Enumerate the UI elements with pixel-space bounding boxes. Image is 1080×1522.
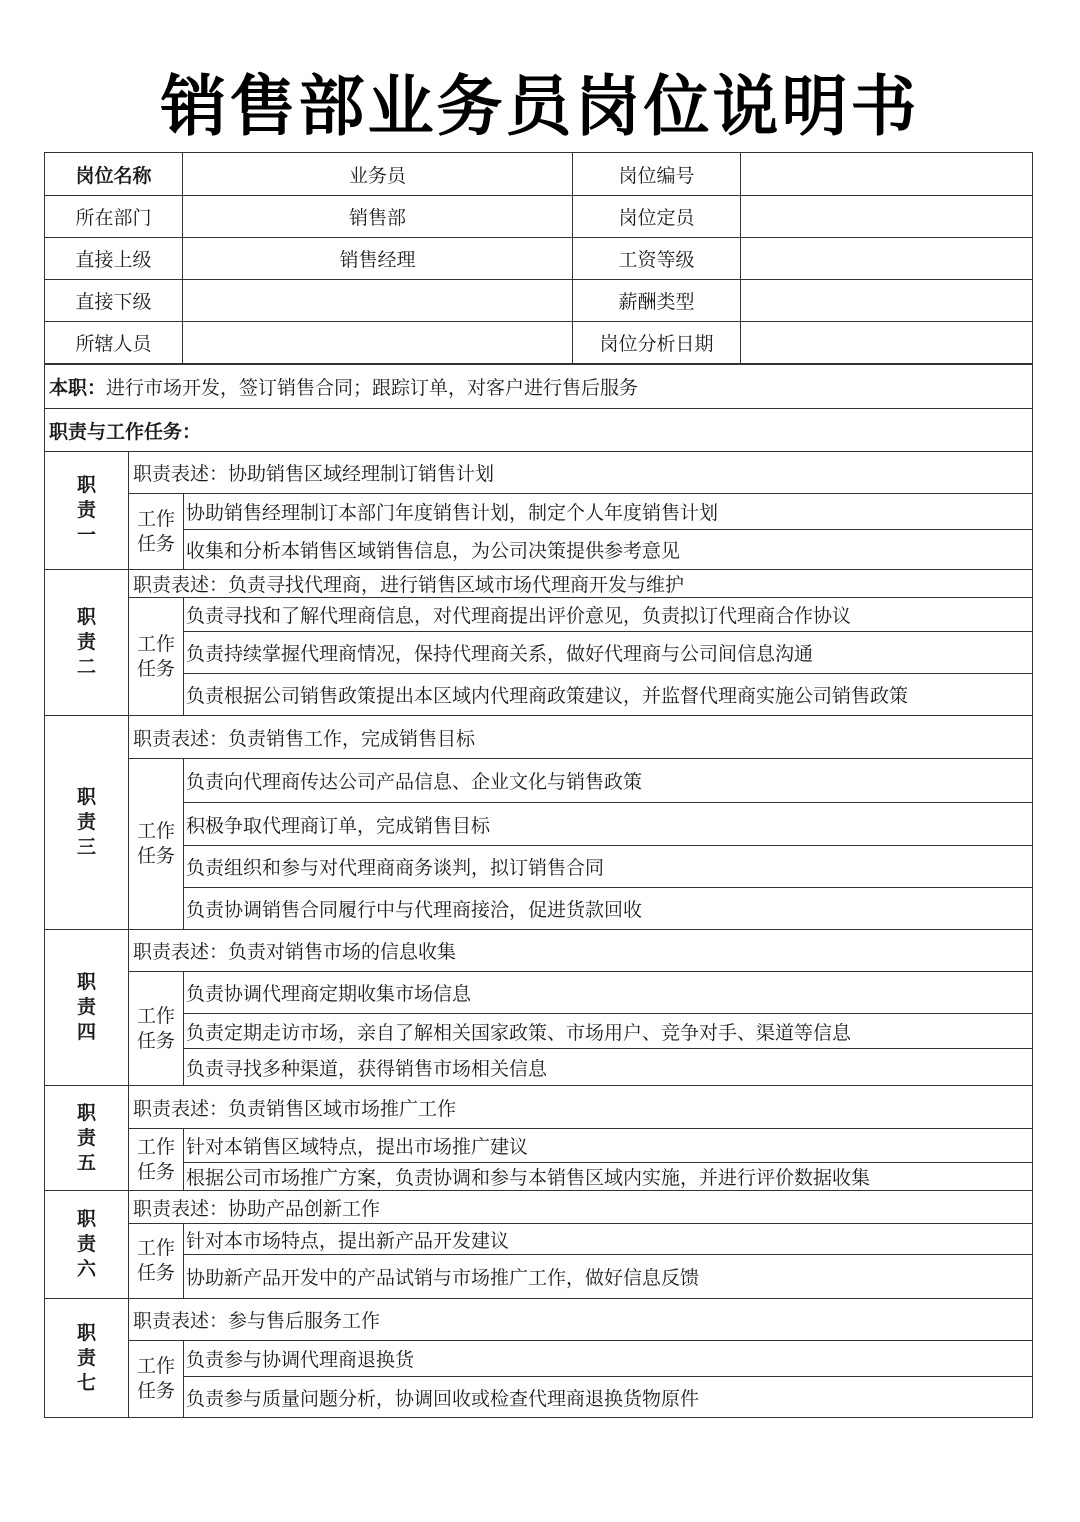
info-value: 销售部	[183, 196, 573, 238]
task-item: 负责参与协调代理商退换货	[184, 1341, 1033, 1377]
info-value	[741, 153, 1033, 196]
task-row	[45, 632, 1033, 674]
task-item: 负责寻找多种渠道，获得销售市场相关信息	[184, 1049, 1033, 1086]
duty-desc	[129, 452, 1033, 494]
duty-desc-row	[45, 716, 1033, 759]
info-value	[741, 238, 1033, 280]
info-value: 业务员	[183, 153, 573, 196]
duty-desc	[129, 930, 1033, 972]
task-row	[45, 1341, 1033, 1377]
info-label: 岗位定员	[573, 196, 741, 238]
info-value	[183, 322, 573, 364]
page-title: 销售部业务员岗位说明书	[160, 68, 920, 145]
info-row	[45, 153, 1033, 196]
task-item: 负责向代理商传达公司产品信息、企业文化与销售政策	[184, 759, 1033, 803]
task-item: 负责根据公司销售政策提出本区域内代理商政策建议，并监督代理商实施公司销售政策	[184, 674, 1033, 716]
duty-desc-prefix: 职责表述：	[133, 727, 229, 750]
info-label: 岗位名称	[45, 153, 183, 196]
duty-desc-row	[45, 570, 1033, 598]
info-value	[741, 196, 1033, 238]
task-row	[45, 1377, 1033, 1418]
info-label: 薪酬类型	[573, 280, 741, 322]
work-task-label-text: 工作任务	[136, 1237, 175, 1284]
work-task-label	[129, 1224, 184, 1299]
duty-desc-prefix: 职责表述：	[133, 941, 229, 963]
task-row	[45, 1014, 1033, 1049]
work-task-label	[129, 759, 184, 930]
task-item: 负责参与质量问题分析，协调回收或检查代理商退换货物原件	[184, 1377, 1033, 1418]
info-label: 所在部门	[45, 196, 183, 238]
task-row	[45, 803, 1033, 846]
duty-desc-text: 协助销售区域经理制订销售计划	[228, 463, 495, 485]
task-row	[45, 972, 1033, 1014]
duty-desc	[129, 1086, 1033, 1129]
duty-name	[45, 452, 129, 570]
info-label: 岗位分析日期	[573, 322, 741, 364]
info-row	[45, 196, 1033, 238]
task-item: 协助新产品开发中的产品试销与市场推广工作，做好信息反馈	[184, 1255, 1033, 1299]
duty-desc-prefix: 职责表述：	[133, 574, 229, 596]
core-duty-label: 本职：	[49, 377, 107, 399]
core-duty-row	[45, 365, 1033, 409]
task-row	[45, 598, 1033, 632]
task-item: 负责协调代理商定期收集市场信息	[184, 972, 1033, 1014]
task-row	[45, 530, 1033, 570]
info-label: 工资等级	[573, 238, 741, 280]
task-item: 负责定期走访市场，亲自了解相关国家政策、市场用户、竞争对手、渠道等信息	[184, 1014, 1033, 1049]
info-label: 直接上级	[45, 238, 183, 280]
task-item: 收集和分析本销售区域销售信息，为公司决策提供参考意见	[184, 530, 1033, 570]
duty-desc-prefix: 职责表述：	[133, 463, 229, 485]
duty-name	[45, 1299, 129, 1418]
duty-desc-text: 负责销售区域市场推广工作	[228, 1097, 457, 1120]
duty-name-text: 职责五	[76, 1101, 96, 1174]
duty-desc-text: 负责对销售市场的信息收集	[228, 941, 457, 963]
work-task-label-text: 工作任务	[136, 1135, 175, 1183]
task-item: 负责协调销售合同履行中与代理商接洽，促进货款回收	[184, 888, 1033, 930]
task-item: 针对本销售区域特点，提出市场推广建议	[184, 1129, 1033, 1163]
core-duty-text: 进行市场开发，签订销售合同；跟踪订单，对客户进行售后服务	[106, 377, 639, 399]
duty-name	[45, 930, 129, 1086]
duty-desc-text: 负责寻找代理商，进行销售区域市场代理商开发与维护	[228, 574, 685, 596]
work-task-label-text: 工作任务	[136, 632, 175, 680]
info-row	[45, 322, 1033, 364]
task-item: 协助销售经理制订本部门年度销售计划，制定个人年度销售计划	[184, 494, 1033, 530]
work-task-label	[129, 494, 184, 570]
duty-desc-prefix: 职责表述：	[133, 1097, 229, 1120]
task-row	[45, 846, 1033, 888]
duty-name	[45, 1086, 129, 1191]
duty-desc-prefix: 职责表述：	[133, 1197, 229, 1220]
work-task-label	[129, 972, 184, 1086]
info-value	[741, 322, 1033, 364]
duty-desc	[129, 716, 1033, 759]
job-info-table	[44, 152, 1033, 364]
task-row	[45, 674, 1033, 716]
work-task-label-text: 工作任务	[136, 1004, 175, 1052]
job-description-sheet	[44, 152, 1032, 1418]
task-item: 负责持续掌握代理商情况，保持代理商关系，做好代理商与公司间信息沟通	[184, 632, 1033, 674]
duty-desc-prefix: 职责表述：	[133, 1310, 229, 1332]
work-task-label	[129, 1129, 184, 1191]
duty-name-text: 职责七	[76, 1321, 96, 1394]
duty-name-text: 职责三	[76, 786, 96, 858]
info-label: 岗位编号	[573, 153, 741, 196]
work-task-label-text: 工作任务	[136, 507, 175, 555]
task-row	[45, 759, 1033, 803]
duty-name	[45, 570, 129, 716]
work-task-label	[129, 1341, 184, 1418]
duty-desc-row	[45, 930, 1033, 972]
task-item: 针对本市场特点，提出新产品开发建议	[184, 1224, 1033, 1255]
duty-desc-text: 参与售后服务工作	[228, 1310, 381, 1332]
duty-desc	[129, 1299, 1033, 1341]
duty-name-text: 职责二	[76, 606, 96, 678]
duty-desc-row	[45, 1191, 1033, 1224]
duty-desc-text: 协助产品创新工作	[228, 1197, 381, 1220]
info-value	[183, 280, 573, 322]
work-task-label-text: 工作任务	[136, 1355, 175, 1402]
duty-desc-row	[45, 1299, 1033, 1341]
duty-name-text: 职责一	[76, 474, 96, 546]
task-row	[45, 1255, 1033, 1299]
duty-name-text: 职责六	[76, 1208, 96, 1280]
duties-table	[44, 364, 1033, 1418]
task-item: 负责组织和参与对代理商商务谈判，拟订销售合同	[184, 846, 1033, 888]
task-row	[45, 1129, 1033, 1163]
duties-header: 职责与工作任务：	[45, 409, 1033, 452]
task-row	[45, 1049, 1033, 1086]
info-row	[45, 238, 1033, 280]
info-label: 直接下级	[45, 280, 183, 322]
duty-desc-row	[45, 452, 1033, 494]
task-row	[45, 1163, 1033, 1191]
duty-name-text: 职责四	[76, 971, 96, 1043]
duty-desc	[129, 570, 1033, 598]
duty-desc-text: 负责销售工作，完成销售目标	[228, 727, 476, 750]
task-item: 根据公司市场推广方案，负责协调和参与本销售区域内实施，并进行评价数据收集	[184, 1163, 1033, 1191]
duty-desc-row	[45, 1086, 1033, 1129]
task-item: 积极争取代理商订单，完成销售目标	[184, 803, 1033, 846]
duty-desc	[129, 1191, 1033, 1224]
work-task-label	[129, 598, 184, 716]
duty-name	[45, 1191, 129, 1299]
info-label: 所辖人员	[45, 322, 183, 364]
task-row	[45, 888, 1033, 930]
task-row	[45, 1224, 1033, 1255]
task-row	[45, 494, 1033, 530]
info-row	[45, 280, 1033, 322]
task-item: 负责寻找和了解代理商信息，对代理商提出评价意见，负责拟订代理商合作协议	[184, 598, 1033, 632]
work-task-label-text: 工作任务	[136, 820, 175, 867]
info-value	[741, 280, 1033, 322]
duty-name	[45, 716, 129, 930]
info-value: 销售经理	[183, 238, 573, 280]
